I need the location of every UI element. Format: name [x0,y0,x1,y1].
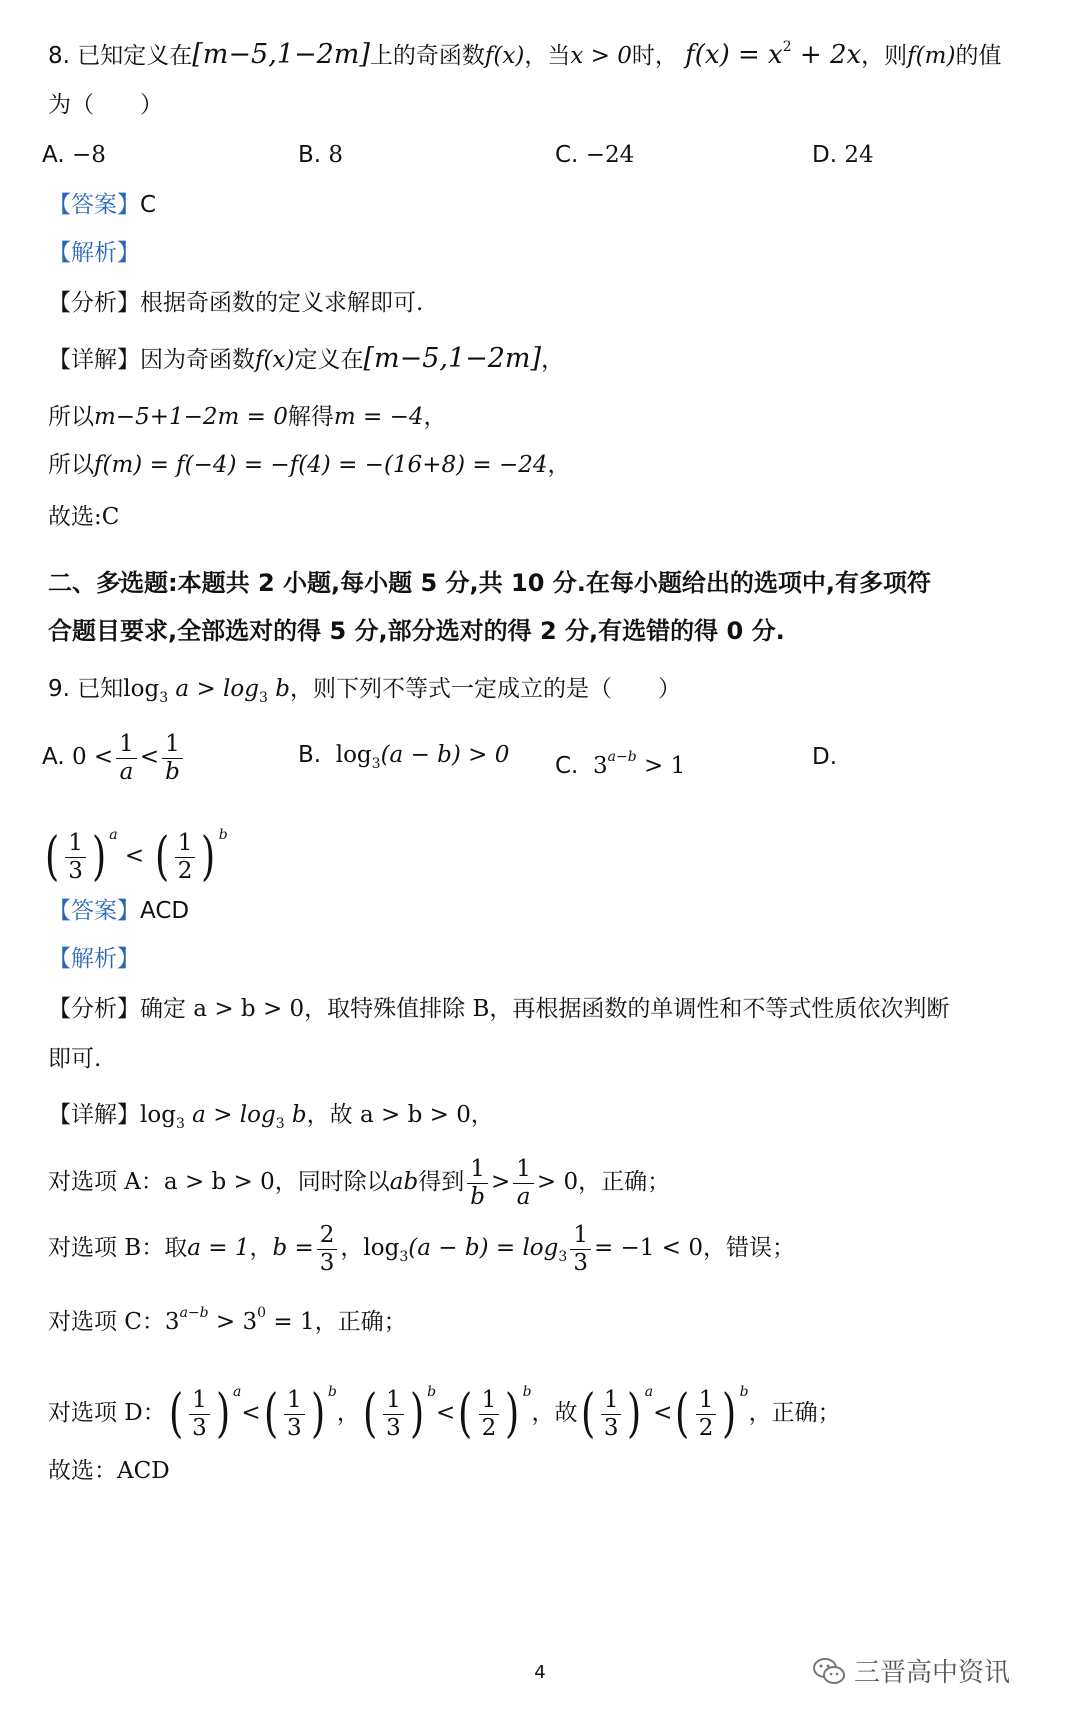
q8-answer: 【答案】C [48,192,157,218]
fraction: $\frac{1}{3}$ [601,1389,622,1440]
q9-xiangjie: 【详解】$\log_3 a > \log_3 b$，故 a > b > 0， [48,1102,494,1132]
q8-option-b: B. 8 [298,142,344,168]
watermark-text: 三晋高中资讯 [853,1658,1010,1688]
section2-heading-line2: 合题目要求,全部选对的得 5 分,部分选对的得 2 分,有选错的得 0 分. [48,617,785,645]
q8-conclusion: 故选:C [48,504,120,530]
watermark [812,1652,1010,1689]
fraction: $\frac{1}{a}$ [116,733,137,784]
q8-option-c: C. −24 [555,142,635,168]
fraction: $\frac{1}{3}$ [65,832,86,883]
q9-conclusion: 故选：ACD [48,1458,170,1484]
q9-detail-d: 对选项 D：( $\frac{1}{3}$ ) $^a$<( $\frac{1}{3}$ ) $^b$，( $\frac{1}{3}$ ) $^b$<( $\frac{1}{2}$ ) $^b$，故( $\frac{1}{3}$ ) $^a$<( $\frac{1}{2}$ ) $^b$，正确； [48,1384,841,1444]
q9-option-a: A. 0 < $\frac{1}{a}$ < $\frac{1}{b}$ [42,730,186,784]
fraction: $\frac{1}{3}$ [189,1389,210,1440]
q9-option-b: B. $\log_3(a - b) > 0$ [298,742,510,772]
q9-stem: 9. 已知$\log_3 a > \log_3 b$，则下列不等式一定成立的是（ ） [48,676,681,706]
q8-option-d: D. 24 [812,142,874,168]
q9-option-d-expression: ( $\frac{1}{3}$ ) $^a$ < ( $\frac{1}{2}$ ) $^b$ [45,827,228,887]
q8-option-a: A. −8 [42,142,106,168]
fraction: $\frac{1}{2}$ [479,1389,500,1440]
fraction: $\frac{1}{b}$ [467,1158,488,1209]
q9-answer: 【答案】ACD [48,898,190,924]
q8-stem-line2: 为（ ） [48,92,163,118]
wechat-icon [812,1656,846,1686]
q8-xiangjie: 【详解】因为奇函数f(x)定义在[m−5,1−2m]， [48,343,565,374]
fraction: $\frac{1}{2}$ [696,1389,717,1440]
fraction: $\frac{1}{a}$ [513,1158,534,1209]
fraction: $\frac{1}{3}$ [570,1224,591,1275]
q8-step3: 所以f(m) = f(−4) = −f(4) = −(16+8) = −24， [48,452,571,478]
fraction: $\frac{1}{b}$ [162,733,183,784]
fraction: $\frac{1}{2}$ [175,832,196,883]
section2-heading-line1: 二、多选题:本题共 2 小题,每小题 5 分,共 10 分.在每小题给出的选项中,有多项符 [48,569,931,597]
q9-detail-a: 对选项 A：a > b > 0，同时除以ab得到 $\frac{1}{b}$ > $\frac{1}{a}$ > 0，正确； [48,1155,671,1210]
page-number: 4 [534,1662,546,1683]
q8-analysis-tag: 【解析】 [48,240,140,266]
fraction: $\frac{1}{3}$ [383,1389,404,1440]
q9-option-c: C. $3^{a-b} > 1$ [555,749,686,779]
q9-option-d-label: D. [812,744,838,770]
q8-fenxi: 【分析】根据奇函数的定义求解即可. [48,290,424,316]
q9-detail-c: 对选项 C：$3^{a-b} > 3^0 = 1$，正确； [48,1305,407,1335]
q9-fenxi-line1: 【分析】确定 a > b > 0，取特殊值排除 B，再根据函数的单调性和不等式性质依次判断 [48,996,950,1022]
q8-step2: 所以m−5+1−2m = 0解得m = −4， [48,404,447,430]
fraction: $\frac{2}{3}$ [317,1224,338,1275]
fraction: $\frac{1}{3}$ [284,1389,305,1440]
q9-detail-b: 对选项 B：取a = 1，b = $\frac{2}{3}$ ，$\log_3(a - b) = \log_3$ $\frac{1}{3}$ = −1 < 0，错误； [48,1221,795,1276]
q9-fenxi-line2: 即可. [48,1046,102,1072]
q9-analysis-tag: 【解析】 [48,946,140,972]
q8-stem-line1: 8. 已知定义在[m−5,1−2m]上的奇函数f(x)，当x > 0时， $f(x) = x^2 + 2x$，则f(m)的值 [48,39,1002,70]
